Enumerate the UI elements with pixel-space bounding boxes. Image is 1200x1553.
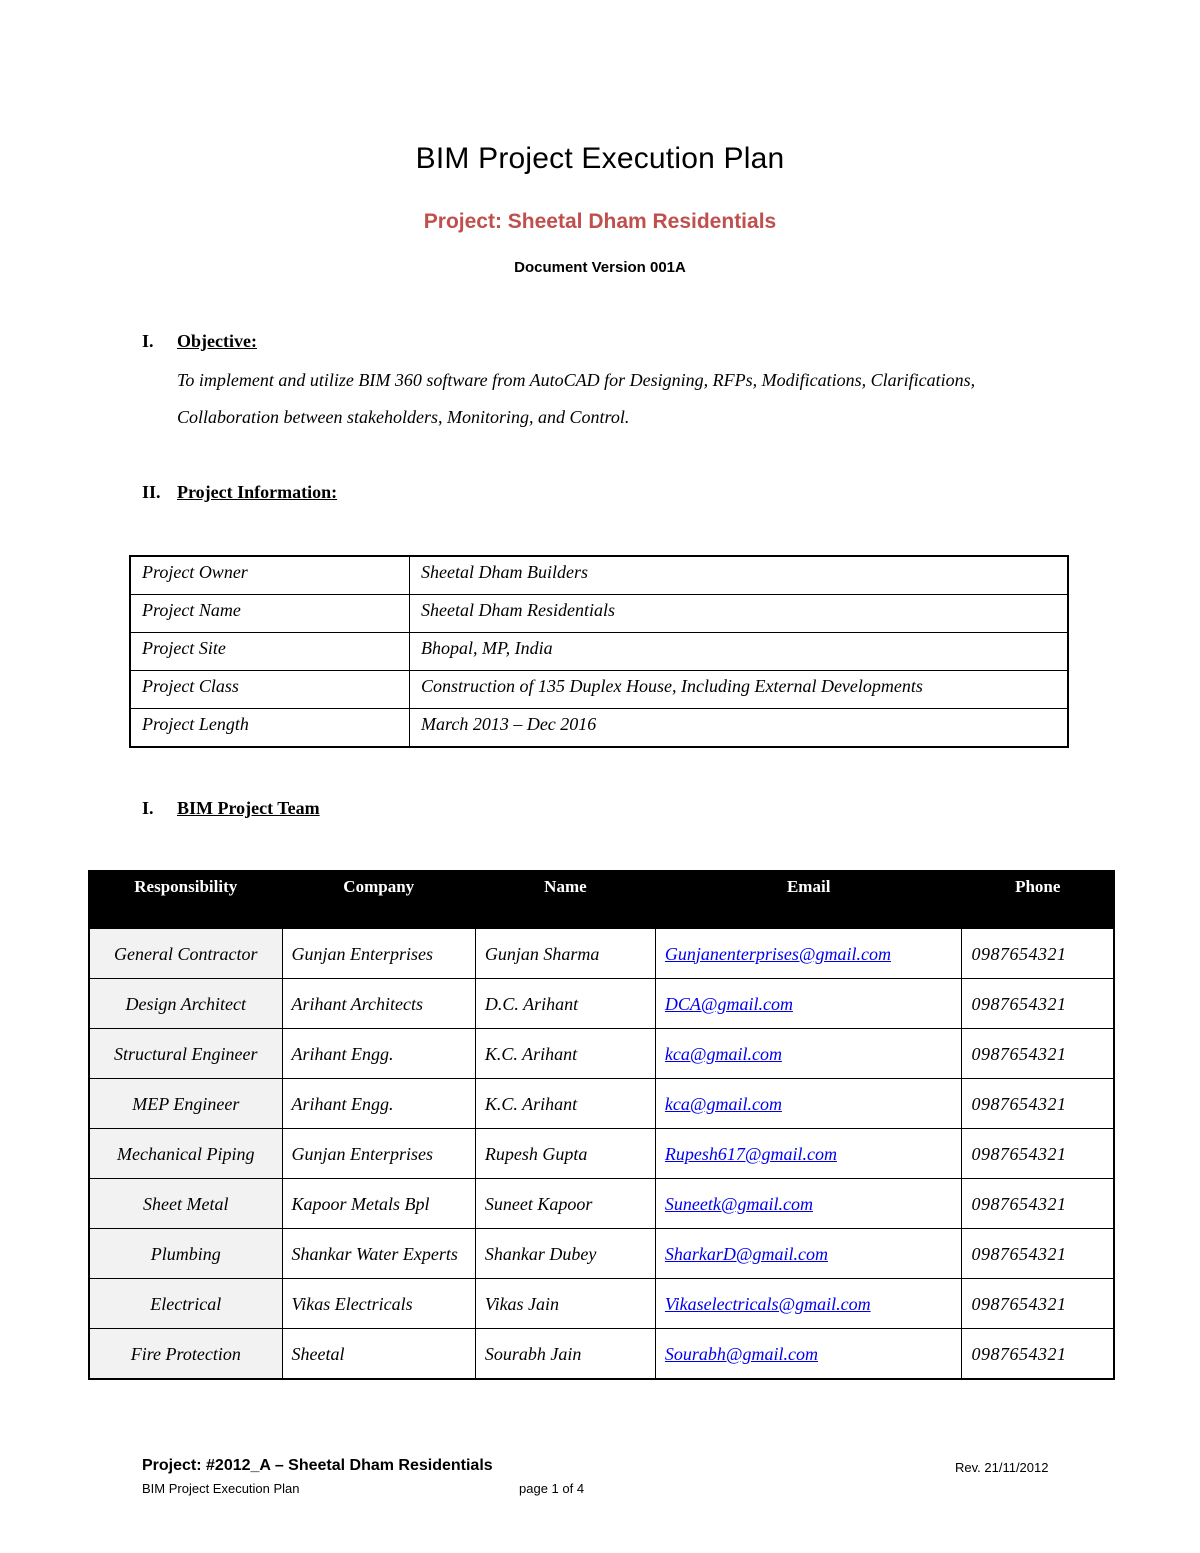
info-value: Bhopal, MP, India [410,633,1069,671]
team-name-cell: Vikas Jain [475,1279,655,1329]
team-responsibility-cell: Mechanical Piping [89,1129,282,1179]
team-phone-cell: 0987654321 [962,1279,1114,1329]
team-phone-cell: 0987654321 [962,1229,1114,1279]
team-row [89,1129,1114,1179]
team-column-header: Name [475,871,655,929]
footer-project: Project: #2012_A – Sheetal Dham Residentials [142,1457,493,1474]
team-responsibility-cell: General Contractor [89,929,282,979]
project-info-heading [142,482,337,503]
team-name-cell: Shankar Dubey [475,1229,655,1279]
team-heading [142,798,320,819]
info-value: Construction of 135 Duplex House, Including External Developments [410,671,1069,709]
info-row [130,595,1068,633]
info-row [130,633,1068,671]
email-link[interactable]: Suneetk@gmail.com [664,1193,813,1214]
team-column-header: Email [655,871,962,929]
team-email-cell [655,1129,962,1179]
objective-heading [142,331,257,352]
info-value: Sheetal Dham Builders [410,556,1069,595]
team-company-cell: Gunjan Enterprises [282,929,475,979]
email-link[interactable]: Rupesh617@gmail.com [664,1143,837,1164]
team-company-cell: Gunjan Enterprises [282,1129,475,1179]
team-company-cell: Arihant Engg. [282,1029,475,1079]
info-row [130,556,1068,595]
team-row [89,1279,1114,1329]
team-email-cell [655,1279,962,1329]
info-key: Project Name [130,595,410,633]
team-phone-cell: 0987654321 [962,1029,1114,1079]
info-key: Project Owner [130,556,410,595]
team-email-cell [655,979,962,1029]
team-name-cell: Gunjan Sharma [475,929,655,979]
team-phone-cell: 0987654321 [962,929,1114,979]
team-row [89,1179,1114,1229]
team-heading-text: BIM Project Team [177,798,320,818]
team-heading-number: I. [142,798,154,818]
project-info-heading-text: Project Information: [177,482,338,502]
team-phone-cell: 0987654321 [962,979,1114,1029]
team-responsibility-cell: Structural Engineer [89,1029,282,1079]
team-email-cell [655,929,962,979]
team-column-header: Phone [962,871,1114,929]
team-name-cell: Sourabh Jain [475,1329,655,1380]
team-company-cell: Shankar Water Experts [282,1229,475,1279]
team-row [89,1029,1114,1079]
document-version: Document Version 001A [514,259,686,276]
team-company-cell: Kapoor Metals Bpl [282,1179,475,1229]
team-email-cell [655,1029,962,1079]
email-link[interactable]: Sourabh@gmail.com [664,1343,818,1364]
email-link[interactable]: kca@gmail.com [664,1093,782,1114]
footer-revision: Rev. 21/11/2012 [955,1460,1049,1475]
objective-heading-text: Objective: [177,331,257,351]
info-value: Sheetal Dham Residentials [410,595,1069,633]
project-info-heading-number: II. [142,482,161,502]
team-phone-cell: 0987654321 [962,1329,1114,1380]
email-link[interactable]: kca@gmail.com [664,1043,782,1064]
team-column-header: Responsibility [89,871,282,929]
objective-text: To implement and utilize BIM 360 software from AutoCAD for Designing, RFPs, Modifications, Clarifications, Collaboration between stakeholders, Monitoring, and Control. [177,370,976,427]
footer-page-number: page 1 of 4 [519,1481,585,1496]
team-name-cell: K.C. Arihant [475,1029,655,1079]
team-row [89,929,1114,979]
team-email-cell [655,1179,962,1229]
objective-heading-number: I. [142,331,154,351]
team-row [89,1329,1114,1380]
team-phone-cell: 0987654321 [962,1129,1114,1179]
team-email-cell [655,1229,962,1279]
project-info-table [129,555,1069,748]
team-name-cell: Suneet Kapoor [475,1179,655,1229]
email-link[interactable]: Vikaselectricals@gmail.com [664,1293,871,1314]
email-link[interactable]: SharkarD@gmail.com [664,1243,828,1264]
team-company-cell: Arihant Engg. [282,1079,475,1129]
team-responsibility-cell: Plumbing [89,1229,282,1279]
team-responsibility-cell: Sheet Metal [89,1179,282,1229]
info-key: Project Site [130,633,410,671]
footer-document-name: BIM Project Execution Plan [142,1481,300,1496]
team-company-cell: Arihant Architects [282,979,475,1029]
document-title: BIM Project Execution Plan [415,142,785,175]
team-name-cell: K.C. Arihant [475,1079,655,1129]
team-company-cell: Vikas Electricals [282,1279,475,1329]
info-value: March 2013 – Dec 2016 [410,709,1069,748]
team-company-cell: Sheetal [282,1329,475,1380]
email-link[interactable]: DCA@gmail.com [664,993,793,1014]
team-row [89,1079,1114,1129]
team-name-cell: D.C. Arihant [475,979,655,1029]
email-link[interactable]: Gunjanenterprises@gmail.com [664,943,891,964]
team-column-header: Company [282,871,475,929]
team-phone-cell: 0987654321 [962,1179,1114,1229]
team-row [89,1229,1114,1279]
team-email-cell [655,1329,962,1380]
info-row [130,671,1068,709]
info-row [130,709,1068,748]
team-responsibility-cell: Electrical [89,1279,282,1329]
team-phone-cell: 0987654321 [962,1079,1114,1129]
info-key: Project Length [130,709,410,748]
team-email-cell [655,1079,962,1129]
team-name-cell: Rupesh Gupta [475,1129,655,1179]
team-responsibility-cell: Fire Protection [89,1329,282,1380]
team-row [89,979,1114,1029]
info-key: Project Class [130,671,410,709]
team-responsibility-cell: Design Architect [89,979,282,1029]
team-responsibility-cell: MEP Engineer [89,1079,282,1129]
team-table [88,870,1115,1380]
document-subtitle: Project: Sheetal Dham Residentials [423,210,777,233]
